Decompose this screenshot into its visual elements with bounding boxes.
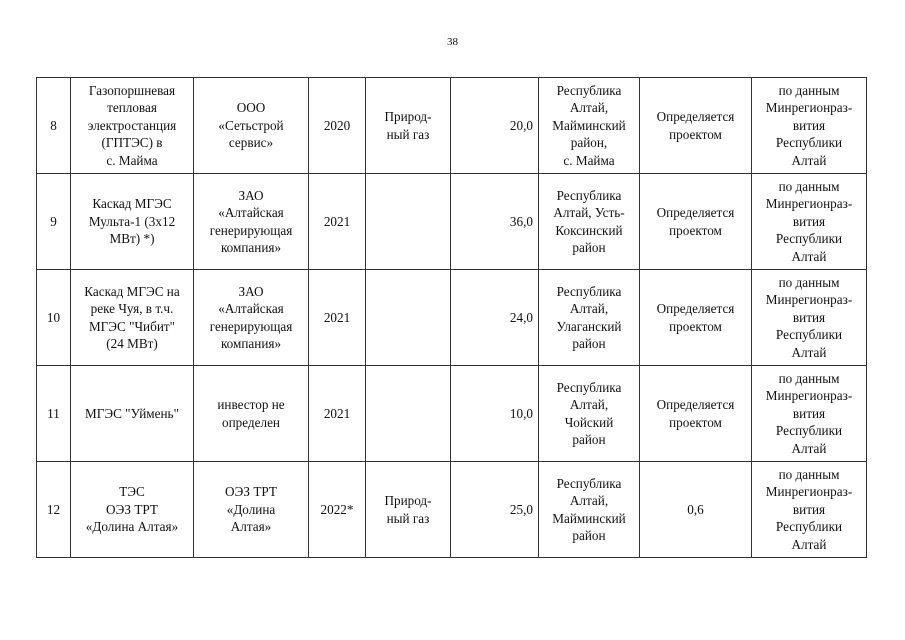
table-row	[37, 366, 867, 462]
fuel-type	[366, 270, 451, 366]
location: Республика Алтай, Усть- Коксинский район	[539, 174, 640, 270]
plant-name: МГЭС "Уймень"	[71, 366, 194, 462]
cost: Определяется проектом	[640, 270, 752, 366]
source: по данным Минрегионраз- вития Республики Алтай	[752, 270, 867, 366]
row-number: 8	[37, 78, 71, 174]
commission-year: 2022*	[309, 462, 366, 558]
table-row	[37, 174, 867, 270]
plant-name: Каскад МГЭС Мульта-1 (3х12 МВт) *)	[71, 174, 194, 270]
cost: Определяется проектом	[640, 174, 752, 270]
plant-name: ТЭС ОЭЗ ТРТ «Долина Алтая»	[71, 462, 194, 558]
capacity: 25,0	[451, 462, 539, 558]
owner: ООО «Сетьстрой сервис»	[194, 78, 309, 174]
source: по данным Минрегионраз- вития Республики Алтай	[752, 462, 867, 558]
table-row	[37, 462, 867, 558]
capacity: 10,0	[451, 366, 539, 462]
fuel-type: Природ- ный газ	[366, 78, 451, 174]
location: Республика Алтай, Улаганский район	[539, 270, 640, 366]
location: Республика Алтай, Чойский район	[539, 366, 640, 462]
commission-year: 2021	[309, 270, 366, 366]
commission-year: 2020	[309, 78, 366, 174]
cost: 0,6	[640, 462, 752, 558]
commission-year: 2021	[309, 366, 366, 462]
fuel-type	[366, 174, 451, 270]
commission-year: 2021	[309, 174, 366, 270]
row-number: 12	[37, 462, 71, 558]
capacity: 20,0	[451, 78, 539, 174]
fuel-type: Природ- ный газ	[366, 462, 451, 558]
cost: Определяется проектом	[640, 366, 752, 462]
power-plants-table	[36, 77, 867, 558]
capacity: 36,0	[451, 174, 539, 270]
source: по данным Минрегионраз- вития Республики Алтай	[752, 78, 867, 174]
page-number: 38	[447, 36, 458, 48]
row-number: 10	[37, 270, 71, 366]
owner: ЗАО «Алтайская генерирующая компания»	[194, 270, 309, 366]
owner: ЗАО «Алтайская генерирующая компания»	[194, 174, 309, 270]
owner: инвестор не определен	[194, 366, 309, 462]
owner: ОЭЗ ТРТ «Долина Алтая»	[194, 462, 309, 558]
table-row	[37, 270, 867, 366]
row-number: 11	[37, 366, 71, 462]
row-number: 9	[37, 174, 71, 270]
plant-name: Каскад МГЭС на реке Чуя, в т.ч. МГЭС "Чибит" (24 МВт)	[71, 270, 194, 366]
plant-name: Газопоршневая тепловая электростанция (ГПТЭС) в с. Майма	[71, 78, 194, 174]
capacity: 24,0	[451, 270, 539, 366]
source: по данным Минрегионраз- вития Республики Алтай	[752, 366, 867, 462]
table-row	[37, 78, 867, 174]
location: Республика Алтай, Майминский район	[539, 462, 640, 558]
cost: Определяется проектом	[640, 78, 752, 174]
location: Республика Алтай, Майминский район, с. Майма	[539, 78, 640, 174]
source: по данным Минрегионраз- вития Республики Алтай	[752, 174, 867, 270]
fuel-type	[366, 366, 451, 462]
